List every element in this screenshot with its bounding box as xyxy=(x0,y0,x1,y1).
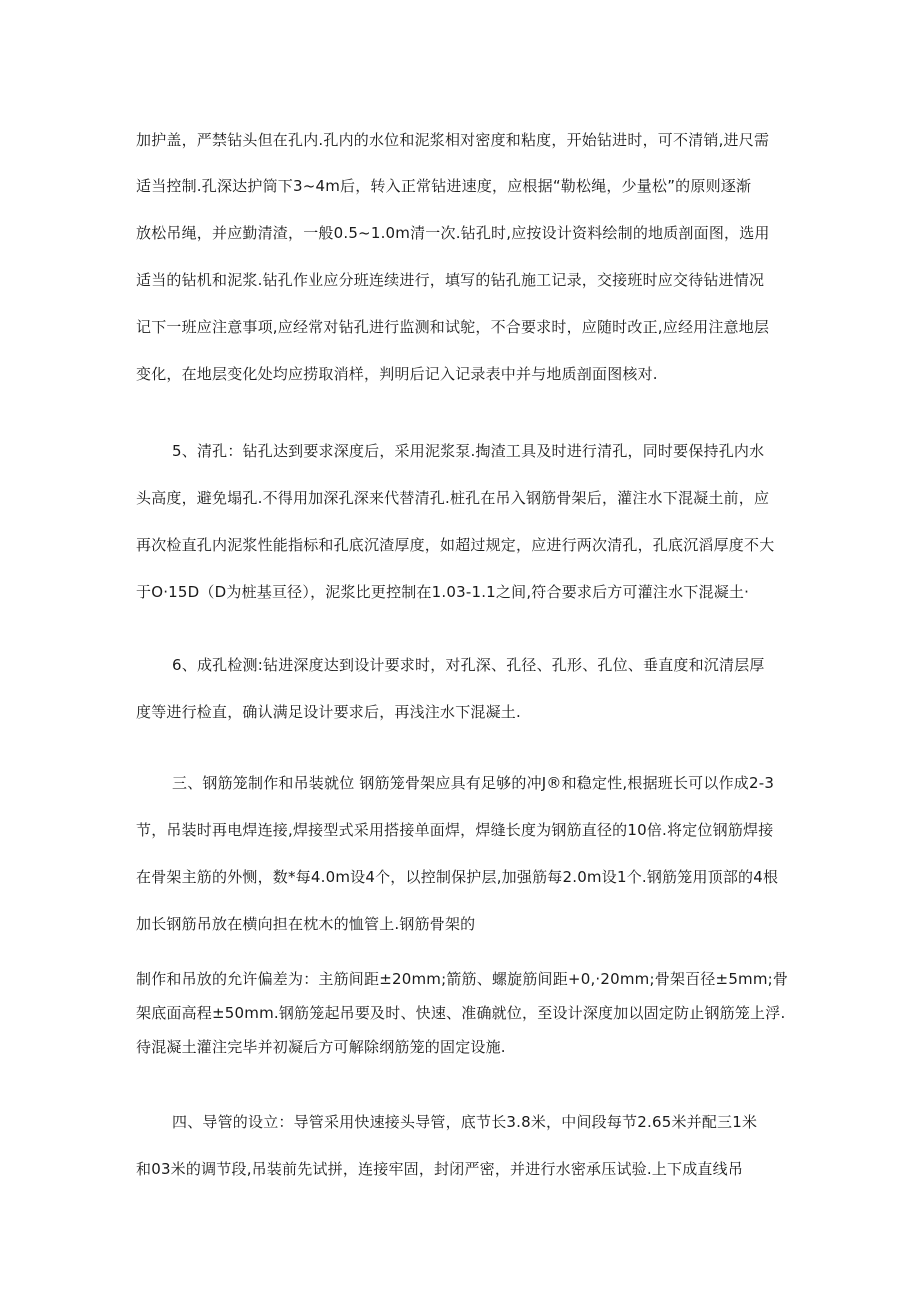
text-line: 于O·15D（D为桩基亘径），泥浆比更控制在1.03-1.1之间,符合要求后方可灌注水下混凝土· xyxy=(136,583,750,601)
text-line: 再次检直孔内泥浆性能指标和孔底沉渣厚度，如超过规定，应进行两次清孔，孔底沉滔厚度不大 xyxy=(136,536,775,554)
text-line: 三、钢筋笼制作和吊装就位 钢筋笼骨架应具有足够的冲J®和稳定性,根据班长可以作成2-3 xyxy=(172,774,775,792)
text-line: 头高度，避免塌孔.不得用加深孔深来代替清孔.桩孔在吊入钢筋骨架后，灌注水下混凝土前，应 xyxy=(136,489,770,507)
text-line: 适当控制.孔深达护筒下3~4m后，转入正常钻进速度，应根据“勒松绳，少量松”的原则逐渐 xyxy=(136,177,752,195)
text-line: 架底面高程±50mm.钢筋笼起吊要及时、快速、准确就位，至设计深度加以固定防止钢筋笼上浮. xyxy=(136,1004,786,1022)
text-line: 在骨架主筋的外恻，数*每4.0m设4个，以控制保护层,加强筋每2.0m设1个.钢筋笼用顶部的4根 xyxy=(136,868,779,886)
text-line: 放松吊绳，并应勤清渣，一般0.5~1.0m清一次.钻孔时,应按设计资料绘制的地质剖面图，选用 xyxy=(136,224,770,242)
text-line: 待混凝土灌注完毕并初凝后方可解除纲筋笼的固定设施. xyxy=(136,1038,506,1056)
text-line: 和03米的调节段,吊装前先试拼，连接牢固，封闭严密，并进行水密承压试验.上下成直线吊 xyxy=(136,1160,744,1178)
text-line: 度等进行检直，确认满足设计要求后，再浅注水下混凝土. xyxy=(136,703,521,721)
text-line: 6、成孔检测:钻进深度达到设计要求时，对孔深、孔径、孔形、孔位、垂直度和沉清层厚 xyxy=(172,656,765,674)
text-line: 制作和吊放的允许偏差为：主筋间距±20mm;箭筋、螺旋筋间距+0,·20mm;骨架百径±5mm;骨 xyxy=(136,970,789,988)
text-line: 5、清孔：钻孔达到要求深度后，采用泥浆泵.掏渣工具及时进行清孔，同时要保持孔内水 xyxy=(172,442,765,460)
text-line: 节，吊装时再电焊连接,焊接型式采用搭接单面焊，焊缝长度为钢筋直径的10倍.将定位钢筋焊接 xyxy=(136,821,774,839)
text-line: 变化，在地层变化处均应捞取消样，判明后记入记录表中并与地质剖面图核对. xyxy=(136,365,658,383)
text-line: 记下一班应注意事项,应经常对钻孔进行监测和试鸵，不合要求时，应随时改正,应经用注意地层 xyxy=(136,318,770,336)
text-line: 加护盖，严禁钻头但在孔内.孔内的水位和泥浆相对密度和粘度，开始钻进时，可不清销,进尺需 xyxy=(136,131,770,149)
text-line: 四、导管的设立：导管采用快速接头导管，底节长3.8米，中间段每节2.65米并配三1米 xyxy=(172,1113,758,1131)
text-line: 加长钢筋吊放在横向担在枕木的恤管上.钢筋骨架的 xyxy=(136,915,476,933)
text-line: 适当的钻机和泥浆.钻孔作业应分班连续进行，填写的钻孔施工记录，交接班时应交待钻进情况 xyxy=(136,271,765,289)
